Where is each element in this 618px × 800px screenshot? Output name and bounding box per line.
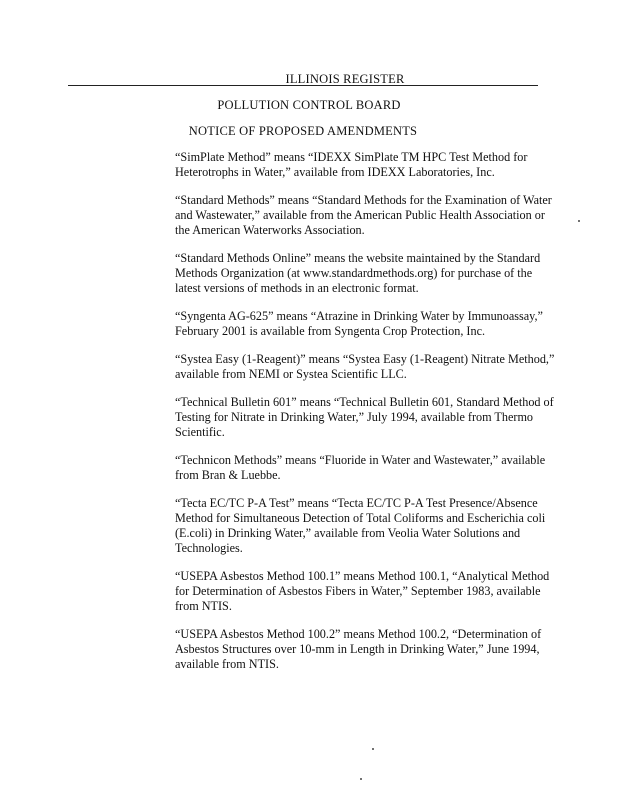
definition-technicon: “Technicon Methods” means “Fluoride in Water and Wastewater,” available from Bran & Luebbe. <box>175 453 546 482</box>
board-title: POLLUTION CONTROL BOARD <box>217 98 401 112</box>
scan-speck <box>360 778 362 780</box>
definition-asbestos-100-1: “USEPA Asbestos Method 100.1” means Method 100.1, “Analytical Method for Determination of Asbestos Fibers in Water,” September 1983, available from NTIS. <box>175 569 550 613</box>
definition-systea: “Systea Easy (1-Reagent)” means “Systea Easy (1-Reagent) Nitrate Method,” available from NEMI or Systea Scientific LLC. <box>175 352 555 381</box>
scan-speck <box>372 748 374 750</box>
notice-title: NOTICE OF PROPOSED AMENDMENTS <box>188 124 418 138</box>
scan-speck <box>578 220 580 222</box>
definition-standard-methods-online: “Standard Methods Online” means the website maintained by the Standard Methods Organization (at www.standardmethods.org) for purchase of the latest versions of methods in an electronic format. <box>175 251 541 295</box>
definition-technical-bulletin: “Technical Bulletin 601” means “Technical Bulletin 601, Standard Method of Testing for Nitrate in Drinking Water,” July 1994, available from Thermo Scientific. <box>175 395 554 439</box>
definitions-list <box>175 150 555 685</box>
register-title: ILLINOIS REGISTER <box>285 72 405 86</box>
definition-simplate: “SimPlate Method” means “IDEXX SimPlate TM HPC Test Method for Heterotrophs in Water,” available from IDEXX Laboratories, Inc. <box>175 150 528 179</box>
definition-syngenta: “Syngenta AG-625” means “Atrazine in Drinking Water by Immunoassay,” February 2001 is available from Syngenta Crop Protection, Inc. <box>175 309 543 338</box>
definition-asbestos-100-2: “USEPA Asbestos Method 100.2” means Method 100.2, “Determination of Asbestos Structures over 10-mm in Length in Drinking Water,” June 1994, available from NTIS. <box>175 627 542 671</box>
definition-standard-methods: “Standard Methods” means “Standard Methods for the Examination of Water and Wastewater,” available from the American Public Health Association or the American Waterworks Association. <box>175 193 552 237</box>
definition-tecta: “Tecta EC/TC P-A Test” means “Tecta EC/TC P-A Test Presence/Absence Method for Simultaneous Detection of Total Coliforms and Escherichia coli (E.coli) in Drinking Water,” available from Veolia Water Solutions and Technologies. <box>175 496 546 555</box>
